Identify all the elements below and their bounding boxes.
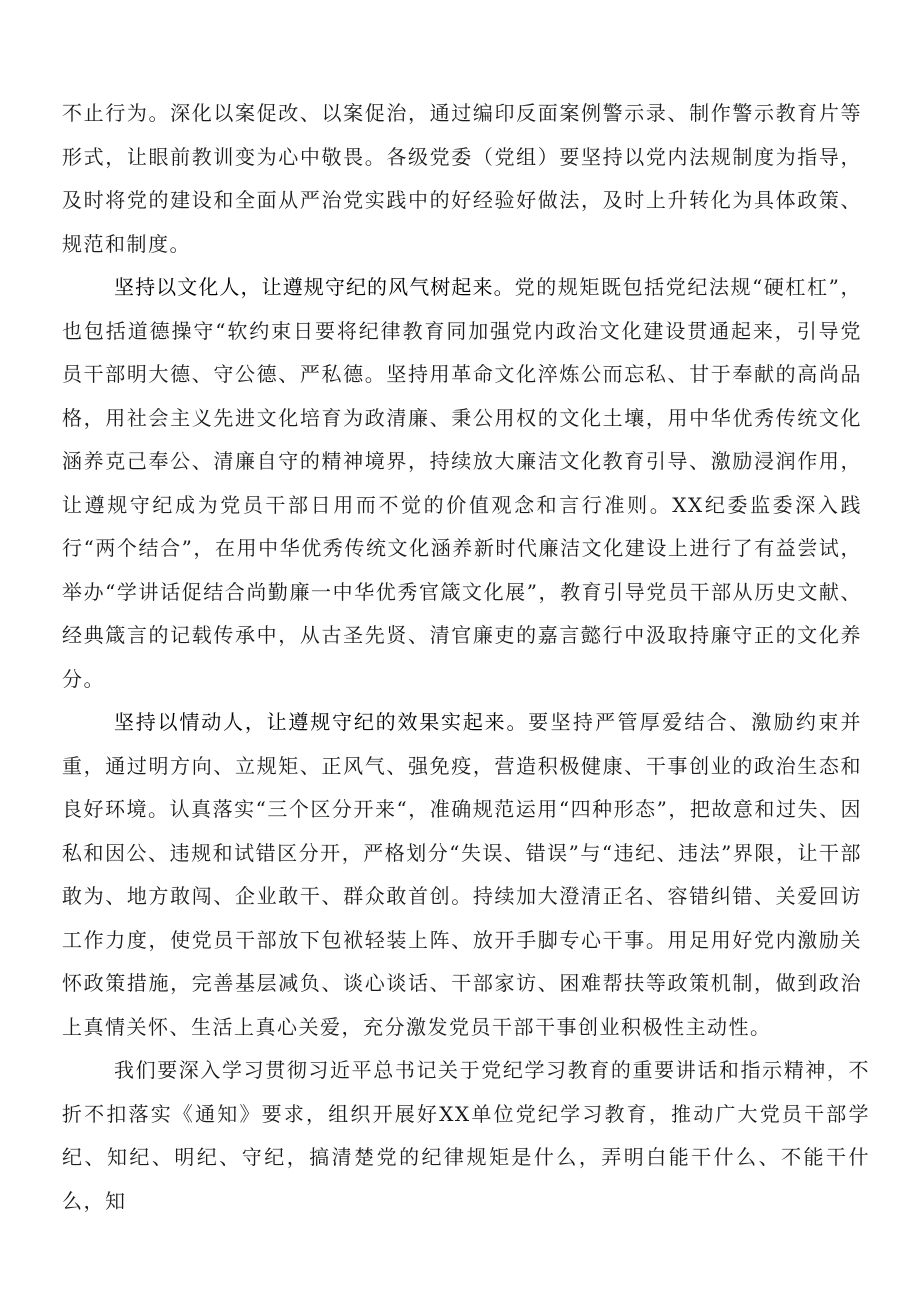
paragraph-conclusion [62, 1049, 870, 1223]
paragraph-lead-heading: 坚持以情动人，让遵规守纪的效果实起来。 [114, 710, 529, 734]
paragraph-text: 要坚持严管厚爱结合、激励约束并重，通过明方向、立规矩、正风气、强免疫，营造积极健康、干事创业的政治生态和良好环境。认真落实“三个区分开来“，准确规范运用“四种形态”，把故意和过失、因私和因公、违规和试错区分开，严格划分“失误、错误”与“违纪、违法”界限，让干部敢为、地方敢闯、企业敢干、群众敢首创。持续加大澄清正名、容错纠错、关爱回访工作力度，使党员干部放下包袱轻装上阵、放开手脚专心干事。用足用好党内激励关怀政策措施，完善基层减负、谈心谈话、干部家访、困难帮扶等政策机制，做到政治上真情关怀、生活上真心关爱，充分激发党员干部干事创业积极性主动性。 [62, 710, 863, 1039]
paragraph-continuation [62, 92, 862, 266]
document-page [62, 92, 870, 1223]
paragraph-text: 我们要深入学习贯彻习近平总书记关于党纪学习教育的重要讲话和指示精神，不折不扣落实《通知》要求，组织开展好XX单位党纪学习教育，推动广大党员干部学纪、知纪、明纪、守纪，搞清楚党的纪律规矩是什么，弄明白能干什么、不能干什么，知 [62, 1058, 870, 1213]
paragraph-emotion [62, 701, 862, 1049]
paragraph-text: 不止行为。深化以案促改、以案促治，通过编印反面案例警示录、制作警示教育片等形式，让眼前教训变为心中敬畏。各级党委（党组）要坚持以党内法规制度为指导，及时将党的建设和全面从严治党实践中的好经验好做法，及时上升转化为具体政策、规范和制度。 [62, 101, 862, 256]
paragraph-text: 党的规矩既包括党纪法规“硬杠杠”，也包括道德操守“软约束日要将纪律教育同加强党内政治文化建设贯通起来，引导党员干部明大德、守公德、严私德。坚持用革命文化淬炼公而忘私、甘于奉献的高尚品格，用社会主义先进文化培育为政清廉、秉公用权的文化土壤，用中华优秀传统文化涵养克己奉公、清廉自守的精神境界，持续放大廉洁文化教育引导、激励浸润作用，让遵规守纪成为党员干部日用而不觉的价值观念和言行准则。XX纪委监委深入践行“两个结合”，在用中华优秀传统文化涵养新时代廉洁文化建设上进行了有益尝试，举办“学讲话促结合尚勤廉一中华优秀官箴文化展”，教育引导党员干部从历史文献、经典箴言的记载传承中，从古圣先贤、清官廉吏的嘉言懿行中汲取持廉守正的文化养分。 [62, 275, 862, 691]
paragraph-lead-heading: 坚持以文化人，让遵规守纪的风气树起来。 [114, 275, 515, 299]
paragraph-culture [62, 266, 862, 701]
